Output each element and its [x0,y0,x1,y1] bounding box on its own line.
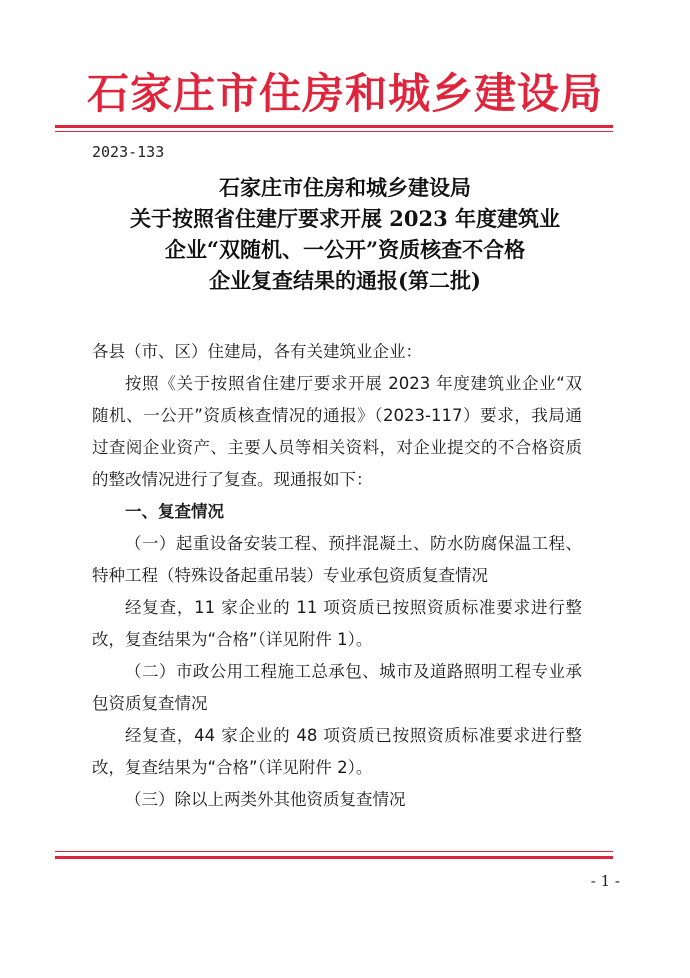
masthead-rule-thick [55,125,613,128]
title-line: 企业“双随机、一公开”资质核查不合格 [164,237,526,262]
masthead-title: 石家庄市住房和城乡建设局 [86,69,603,118]
subsection-text-2: 经复查，44 家企业的 48 项资质已按照资质标准要求进行整改，复查结果为“合格”（详见附件 2）。 [92,726,582,777]
document-body [92,336,582,816]
masthead-rule-thin [55,131,613,132]
footer-rule-thin [55,851,613,852]
title-line: 关于按照省住建厅要求开展 2023 年度建筑业 [129,206,561,231]
page-number: - 1 - [590,872,620,890]
document-title [60,172,630,296]
intro-paragraph: 按照《关于按照省住建厅要求开展 2023 年度建筑业企业“双随机、一公开”资质核查情况的通报》（2023-117）要求，我局通过查阅企业资产、主要人员等相关资料，对企业提交的不合格资质的整改情况进行了复查。现通报如下： [92,374,582,489]
salutation: 各县（市、区）住建局，各有关建筑业企业： [92,342,422,361]
document-number: 2023-133 [92,143,165,161]
section-heading: 一、复查情况 [125,502,224,521]
subsection-heading-1: （一）起重设备安装工程、预拌混凝土、防水防腐保温工程、特种工程（特殊设备起重吊装）专业承包资质复查情况 [92,534,582,585]
title-line: 企业复查结果的通报(第二批) [209,268,481,293]
footer-rule-thick [55,856,613,859]
subsection-heading-3: （三）除以上两类外其他资质复查情况 [125,790,406,809]
subsection-text-1: 经复查，11 家企业的 11 项资质已按照资质标准要求进行整改，复查结果为“合格”（详见附件 1）。 [92,598,582,649]
title-line: 石家庄市住房和城乡建设局 [219,175,471,200]
subsection-heading-2: （二）市政公用工程施工总承包、城市及道路照明工程专业承包资质复查情况 [92,662,582,713]
